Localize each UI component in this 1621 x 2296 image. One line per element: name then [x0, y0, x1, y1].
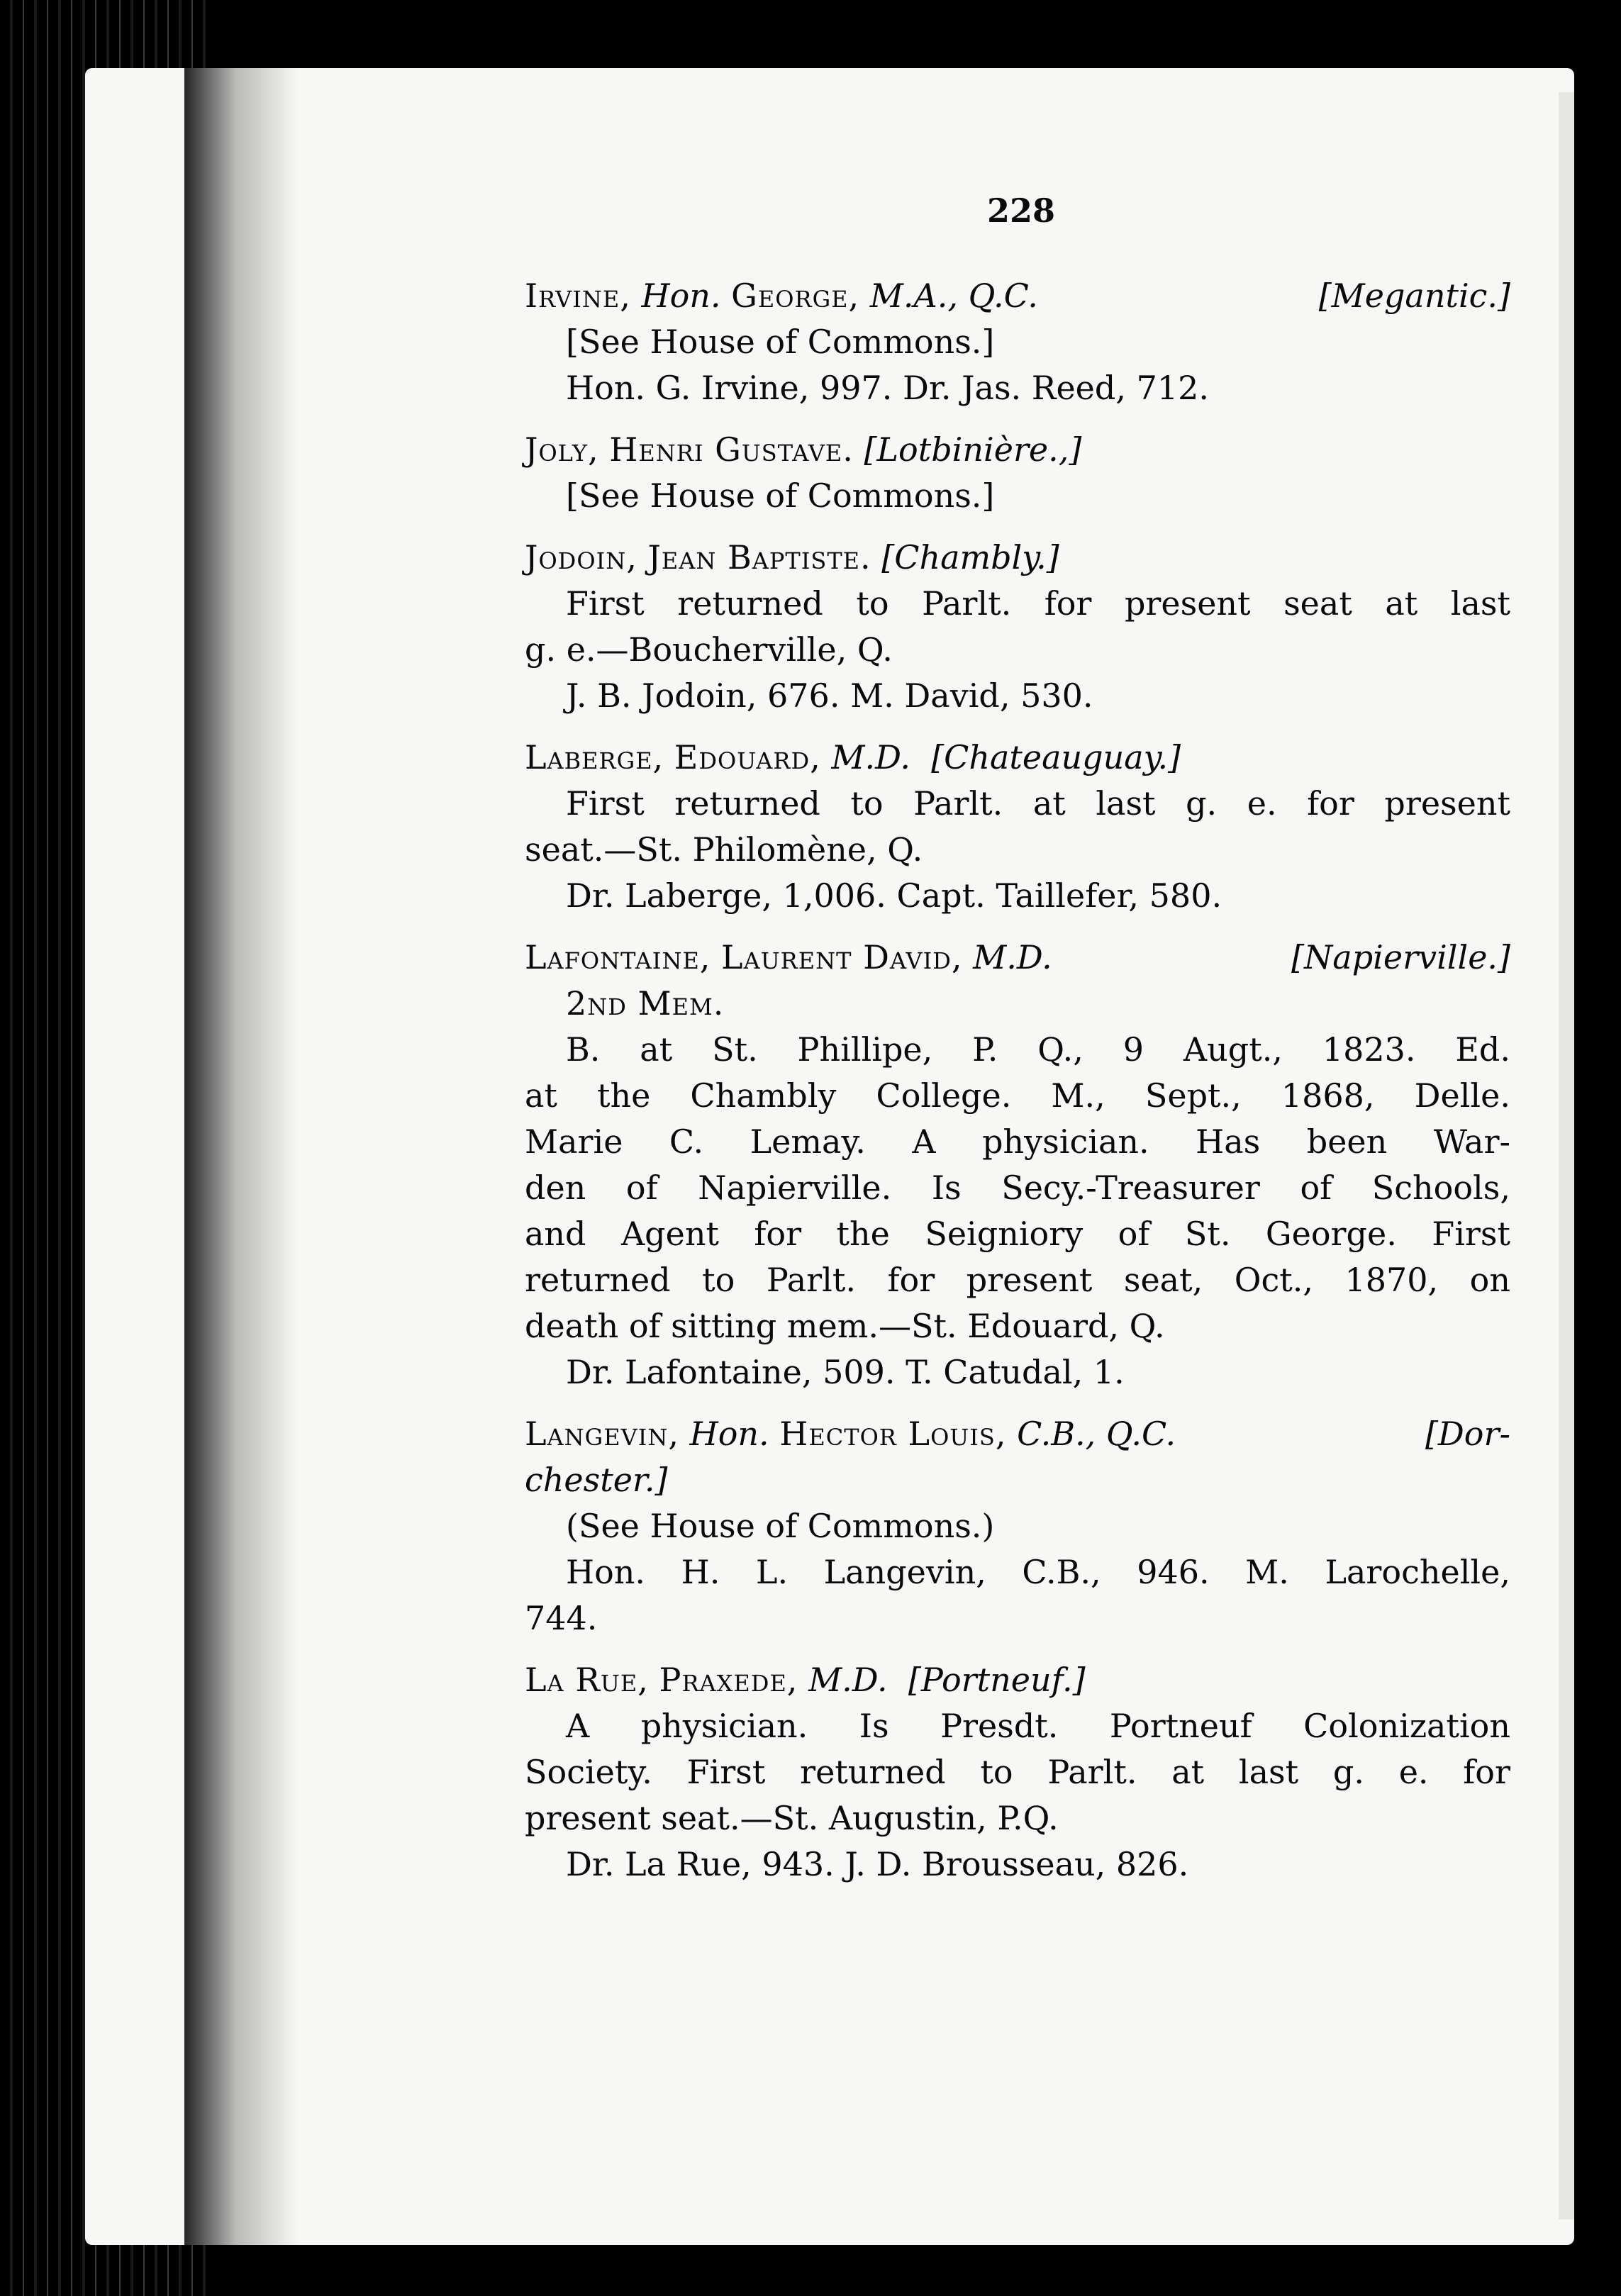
entry-surname: Laberge, [525, 738, 664, 776]
binding-shadow [184, 68, 298, 2245]
entry-bio-line: returned to Parlt. for present seat, Oct., 1870, on [525, 1261, 1510, 1299]
entry-election-results: Dr. Lafontaine, 509. T. Catudal, 1. [566, 1353, 1125, 1391]
entry-heading [525, 273, 1510, 319]
entry-see-reference: (See House of Commons.) [566, 1507, 995, 1545]
entry-bio-line: Marie C. Lemay. A physician. Has been War- [525, 1122, 1510, 1161]
next-page-edge [1559, 92, 1574, 2219]
entry-bio-line: Society. First returned to Parlt. at last g. e. for [525, 1753, 1510, 1791]
entry-degrees: M.D. [808, 1661, 888, 1699]
entry-given-name: Laurent David, [721, 938, 963, 976]
entry-member-note: 2nd Mem. [566, 984, 725, 1022]
entry-surname: Irvine, [525, 277, 631, 315]
entry-surname: Lafontaine, [525, 938, 711, 976]
entry-given-name: George, [731, 277, 860, 315]
entry-given-name: Jean Baptiste. [647, 538, 871, 576]
entry-constituency-continued: chester.] [525, 1461, 668, 1499]
entry-bio-line: g. e.—Boucherville, Q. [525, 630, 893, 669]
entry-given-name: Edouard, [674, 738, 821, 776]
entry-honorific: Hon. [641, 277, 721, 315]
entry-bio-line: A physician. Is Presdt. Portneuf Colonization [566, 1707, 1510, 1745]
entry-bio-line: seat.—St. Philomène, Q. [525, 830, 923, 869]
entry-election-results: J. B. Jodoin, 676. M. David, 530. [566, 676, 1093, 715]
entry-degrees: M.A., Q.C. [869, 277, 1038, 315]
entry-bio-line: and Agent for the Seigniory of St. George. First [525, 1215, 1510, 1253]
entry-election-results: Dr. Laberge, 1,006. Capt. Taillefer, 580. [566, 876, 1222, 915]
entry-constituency: [Chambly.] [881, 538, 1059, 576]
entry-irvine [525, 273, 1510, 411]
entry-given-name: Henri Gustave. [609, 430, 854, 469]
entry-election-results: Hon. H. L. Langevin, C.B., 946. M. Larochelle, [566, 1553, 1510, 1591]
entry-degrees: C.B., Q.C. [1017, 1415, 1176, 1453]
page-text [525, 273, 1510, 1903]
entry-honorific: Hon. [689, 1415, 769, 1453]
entry-degrees: M.D. [973, 938, 1052, 976]
entry-see-reference: [See House of Commons.] [566, 323, 995, 361]
entry-bio-line: present seat.—St. Augustin, P.Q. [525, 1799, 1059, 1837]
entry-constituency: [Dor- [1425, 1415, 1510, 1453]
entry-bio-line: B. at St. Phillipe, P. Q., 9 Augt., 1823. Ed. [566, 1030, 1510, 1069]
entry-bio-line: den of Napierville. Is Secy.-Treasurer of Schools, [525, 1169, 1510, 1207]
entry-bio-line: First returned to Parlt. for present seat at last [566, 584, 1510, 623]
entry-bio-line: First returned to Parlt. at last g. e. for present [566, 784, 1510, 823]
entry-surname: Jodoin, [525, 538, 637, 576]
entry-constituency: [Napierville.] [1291, 938, 1510, 976]
entry-bio-line: death of sitting mem.—St. Edouard, Q. [525, 1307, 1165, 1345]
entry-surname: Joly, [525, 430, 599, 469]
entry-constituency: [Chateauguay.] [931, 738, 1181, 776]
entry-surname: Langevin, [525, 1415, 679, 1453]
entry-langevin [525, 1411, 1510, 1642]
entry-constituency: [Lotbinière.,] [864, 430, 1082, 469]
entry-given-name: Praxede, [659, 1661, 798, 1699]
scan-border-right [1576, 0, 1621, 2296]
entry-heading [525, 735, 1510, 781]
entry-given-name: Hector Louis, [779, 1415, 1007, 1453]
entry-election-results: Dr. La Rue, 943. J. D. Brousseau, 826. [566, 1845, 1189, 1883]
entry-heading [525, 1411, 1510, 1457]
entry-surname: La Rue, [525, 1661, 649, 1699]
entry-joly [525, 427, 1510, 519]
entry-heading [525, 535, 1510, 581]
entry-constituency: [Portneuf.] [908, 1661, 1086, 1699]
entry-jodoin [525, 535, 1510, 719]
entry-heading [525, 935, 1510, 981]
entry-see-reference: [See House of Commons.] [566, 477, 995, 515]
entry-heading [525, 1657, 1510, 1703]
entry-lafontaine [525, 935, 1510, 1395]
entry-laberge [525, 735, 1510, 919]
entry-constituency: [Megantic.] [1318, 277, 1510, 315]
entry-la-rue [525, 1657, 1510, 1888]
entry-heading [525, 427, 1510, 473]
entry-election-results: 744. [525, 1599, 598, 1637]
page-number: 228 [987, 191, 1056, 230]
entry-election-results: Hon. G. Irvine, 997. Dr. Jas. Reed, 712. [566, 369, 1209, 407]
entry-bio-line: at the Chambly College. M., Sept., 1868, Delle. [525, 1076, 1510, 1115]
entry-degrees: M.D. [831, 738, 910, 776]
